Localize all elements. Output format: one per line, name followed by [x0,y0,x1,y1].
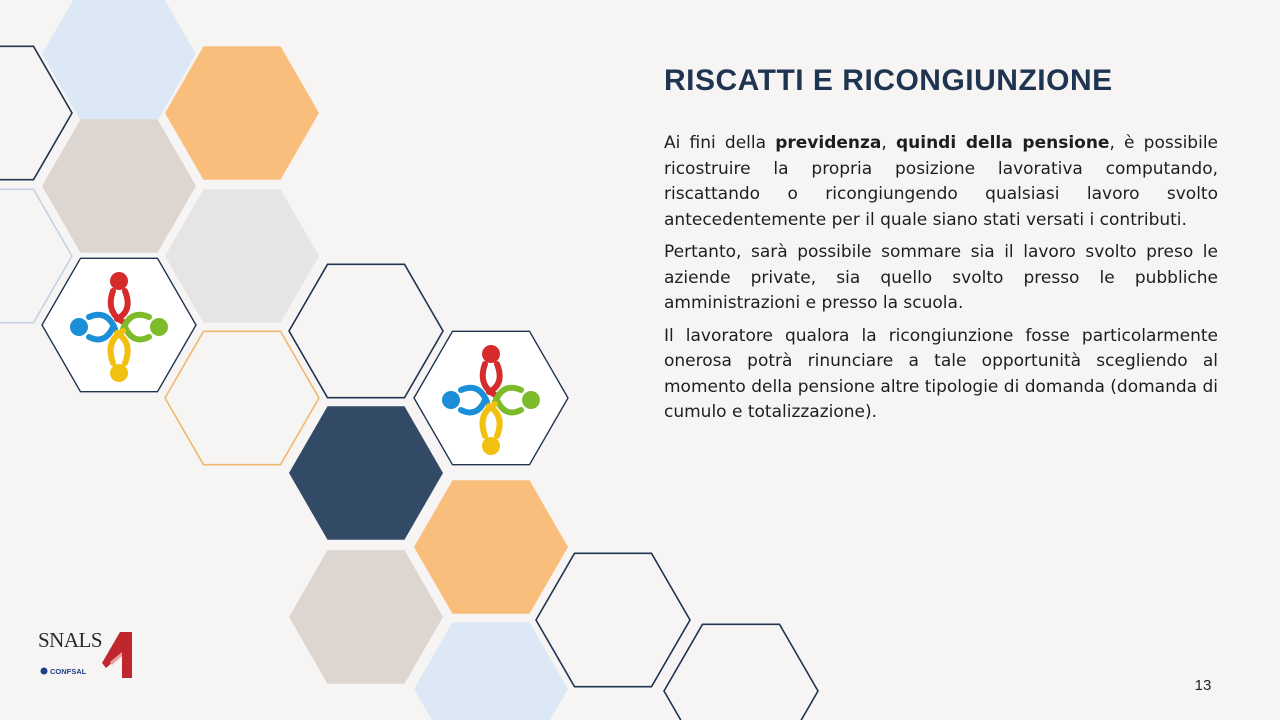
text-segment: Ai fini della [664,133,776,153]
text-segment: Il lavoratore qualora la ricongiunzione fosse particolarmente onerosa potrà rinunciare a tale opportunità scegliendo al momento della pensione altre tipologie di domanda (domanda di cumulo e totalizzazione). [664,325,1218,422]
logo-snals-text: SNALS [38,628,103,652]
logo-confsal-text: CONFSAL [50,667,87,676]
page-number: 13 [1194,677,1212,694]
body-paragraph [664,131,1218,233]
hex-logo-right [414,331,568,464]
text-segment: Pertanto, sarà possibile sommare sia il lavoro svolto preso le aziende private, sia quello svolto presso le pubbliche amministrazioni e presso la scuola. [664,242,1218,313]
text-segment: , [881,133,896,153]
hex-beige-lower [289,550,443,683]
hex-orange-lower [414,480,568,613]
hex-navy-outline-lower [536,553,690,686]
body-text [664,131,1218,433]
hex-navy-outline-bottom [664,624,818,720]
hex-orange-outline [165,331,319,464]
slide-title: RISCATTI E RICONGIUNZIONE [664,64,1113,97]
hex-gray-middle [165,189,319,322]
hex-beige-left [42,119,196,252]
bold-text: previdenza [775,133,882,153]
body-paragraph [664,324,1218,426]
hex-navy-outline-middle [289,264,443,397]
hex-navy-filled [289,406,443,539]
snals-confsal-logo [36,628,136,682]
text-segment: , è possibile ricostruire la propria posizione lavorativa computando, riscattando o ricongiungendo qualsiasi lavoro svolto antecedentemente per il quale siano stati versati i contributi. [664,133,1218,230]
hex-logo-left [42,258,196,391]
bold-text: quindi della pensione [895,133,1110,153]
body-paragraph [664,240,1218,317]
